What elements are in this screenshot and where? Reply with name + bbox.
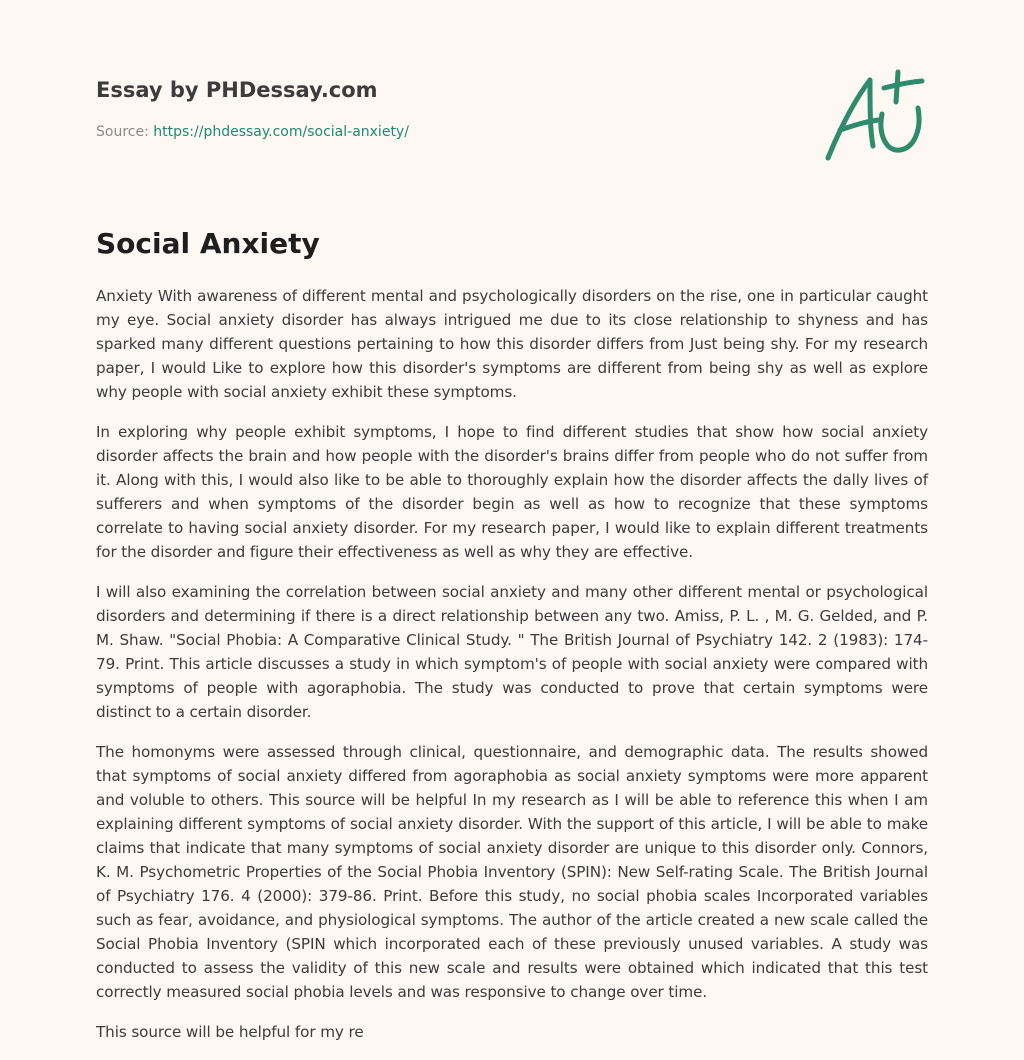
source-link[interactable]: https://phdessay.com/social-anxiety/ [153,124,409,140]
essay-body [96,284,928,1060]
a-plus-logo-icon [818,68,930,168]
site-title: Essay by PHDessay.com [96,78,378,102]
source-label: Source: [96,124,149,140]
page-header [96,76,796,142]
essay-paragraph: I will also examining the correlation between social anxiety and many other different mental or psychological disorders and determining if there is a direct relationship between any two. Amiss, P. L. , M. G. Gelded, and P. M. Shaw. "Social Phobia: A Comparative Clinical Study. " The British Journal of Psychiatry 142. 2 (1983): 174-79. Print. This article discusses a study in which symptom's of people with social anxiety were compared with symptoms of people with agoraphobia. The study was conducted to prove that certain symptoms were distinct to a certain disorder. [96,583,928,721]
essay-paragraph: The homonyms were assessed through clinical, questionnaire, and demographic data. The results showed that symptoms of social anxiety differed from agoraphobia as social anxiety symptoms were more apparent and voluble to others. This source will be helpful In my research as I will be able to reference this when I am explaining different symptoms of social anxiety disorder. With the support of this article, I will be able to make claims that indicate that many symptoms of social anxiety disorder are unique to this disorder only. Connors, K. M. Psychometric Properties of the Social Phobia Inventory (SPIN): New Self-rating Scale. The British Journal of Psychiatry 176. 4 (2000): 379-86. Print. Before this study, no social phobia scales Incorporated variables such as fear, avoidance, and physiological symptoms. The author of the article created a new scale called the Social Phobia Inventory (SPIN which incorporated each of these previously unused variables. A study was conducted to assess the validity of this new scale and results were obtained which indicated that this test correctly measured social phobia levels and was responsive to change over time. [96,743,928,1001]
essay-paragraph: This source will be helpful for my re [96,1023,364,1041]
essay-paragraph: Anxiety With awareness of different mental and psychologically disorders on the rise, one in particular caught my eye. Social anxiety disorder has always intrigued me due to its close relationship to shyness and has sparked many different questions pertaining to how this disorder differs from Just being shy. For my research paper, I would Like to explore how this disorder's symptoms are different from being shy as well as explore why people with social anxiety exhibit these symptoms. [96,287,928,401]
source-line [96,122,796,142]
essay-paragraph: In exploring why people exhibit symptoms, I hope to find different studies that show how social anxiety disorder affects the brain and how people with the disorder's brains differ from people who do not suffer from it. Along with this, I would also like to be able to thoroughly explain how the disorder affects the dally lives of sufferers and when symptoms of the disorder begin as well as how to recognize that these symptoms correlate to having social anxiety disorder. For my research paper, I would like to explain different treatments for the disorder and figure their effectiveness as well as why they are effective. [96,423,928,561]
essay-title: Social Anxiety [96,227,320,260]
